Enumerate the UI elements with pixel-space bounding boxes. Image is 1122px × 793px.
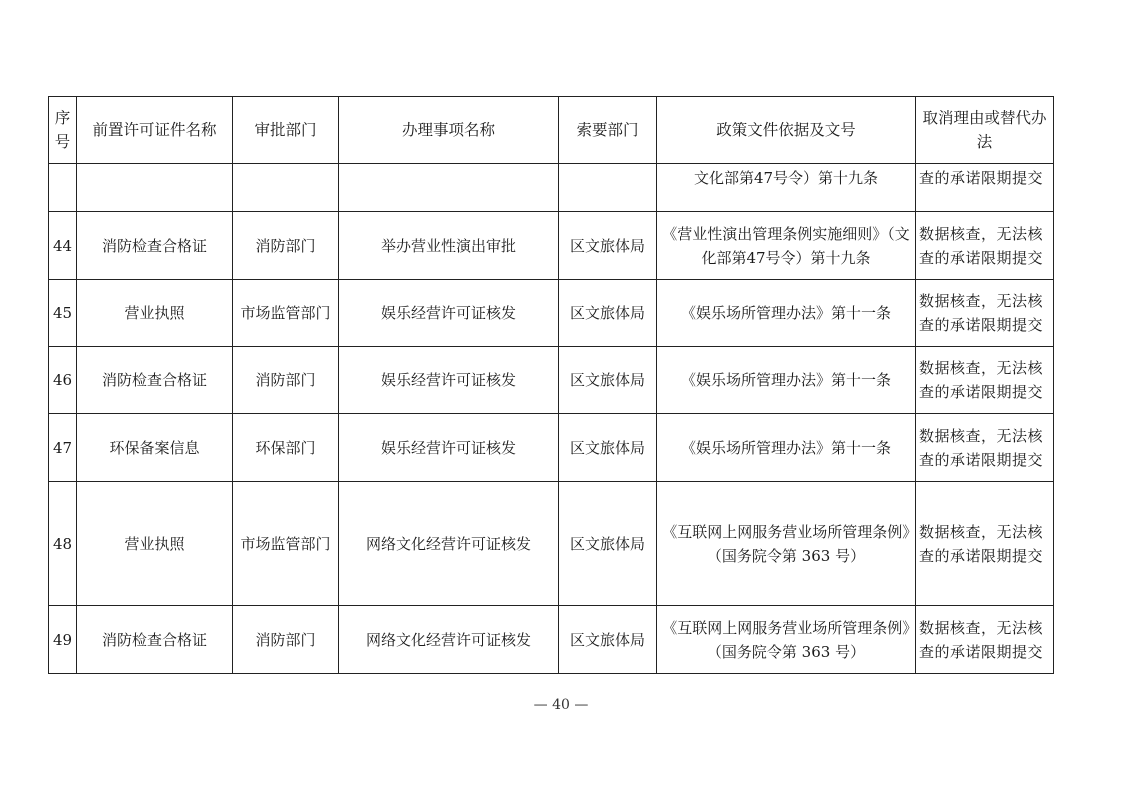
cell-item-name: 娱乐经营许可证核发 xyxy=(339,347,559,414)
cell-approval-dept: 市场监管部门 xyxy=(233,482,339,606)
cell-policy-basis: 文化部第47号令）第十九条 xyxy=(657,164,916,212)
cell-permit-name: 消防检查合格证 xyxy=(77,212,233,280)
header-seq: 序号 xyxy=(49,97,77,164)
page-number: — 40 — xyxy=(533,697,589,713)
cell-seq: 44 xyxy=(49,212,77,280)
cell-approval-dept xyxy=(233,164,339,212)
cell-cancel-reason: 数据核查，无法核查的承诺限期提交 xyxy=(916,212,1054,280)
cell-request-dept: 区文旅体局 xyxy=(559,280,657,347)
cell-policy-basis: 《互联网上网服务营业场所管理条例》（国务院令第 363 号） xyxy=(657,482,916,606)
cell-seq: 46 xyxy=(49,347,77,414)
cell-cancel-reason: 数据核查，无法核查的承诺限期提交 xyxy=(916,280,1054,347)
header-approval-dept: 审批部门 xyxy=(233,97,339,164)
cell-item-name xyxy=(339,164,559,212)
cell-permit-name: 消防检查合格证 xyxy=(77,606,233,674)
cell-request-dept: 区文旅体局 xyxy=(559,414,657,482)
permit-table xyxy=(48,96,1054,674)
table-row xyxy=(49,280,1054,347)
cell-permit-name: 消防检查合格证 xyxy=(77,347,233,414)
cell-seq: 49 xyxy=(49,606,77,674)
table-row xyxy=(49,606,1054,674)
header-request-dept: 索要部门 xyxy=(559,97,657,164)
table-header-row xyxy=(49,97,1054,164)
cell-request-dept: 区文旅体局 xyxy=(559,212,657,280)
cell-request-dept: 区文旅体局 xyxy=(559,606,657,674)
cell-request-dept: 区文旅体局 xyxy=(559,482,657,606)
header-policy-basis: 政策文件依据及文号 xyxy=(657,97,916,164)
table-row xyxy=(49,414,1054,482)
header-item-name: 办理事项名称 xyxy=(339,97,559,164)
cell-item-name: 网络文化经营许可证核发 xyxy=(339,606,559,674)
cell-item-name: 娱乐经营许可证核发 xyxy=(339,280,559,347)
cell-permit-name xyxy=(77,164,233,212)
header-permit-name: 前置许可证件名称 xyxy=(77,97,233,164)
cell-permit-name: 环保备案信息 xyxy=(77,414,233,482)
header-cancel-reason: 取消理由或替代办法 xyxy=(916,97,1054,164)
table-row xyxy=(49,164,1054,212)
cell-approval-dept: 市场监管部门 xyxy=(233,280,339,347)
cell-permit-name: 营业执照 xyxy=(77,280,233,347)
cell-seq xyxy=(49,164,77,212)
table-row xyxy=(49,347,1054,414)
cell-item-name: 网络文化经营许可证核发 xyxy=(339,482,559,606)
cell-seq: 47 xyxy=(49,414,77,482)
cell-approval-dept: 消防部门 xyxy=(233,212,339,280)
cell-approval-dept: 消防部门 xyxy=(233,606,339,674)
cell-request-dept: 区文旅体局 xyxy=(559,347,657,414)
cell-cancel-reason: 数据核查，无法核查的承诺限期提交 xyxy=(916,482,1054,606)
cell-seq: 45 xyxy=(49,280,77,347)
cell-policy-basis: 《娱乐场所管理办法》第十一条 xyxy=(657,414,916,482)
cell-permit-name: 营业执照 xyxy=(77,482,233,606)
table-row xyxy=(49,482,1054,606)
cell-approval-dept: 消防部门 xyxy=(233,347,339,414)
cell-seq: 48 xyxy=(49,482,77,606)
cell-approval-dept: 环保部门 xyxy=(233,414,339,482)
cell-request-dept xyxy=(559,164,657,212)
cell-item-name: 娱乐经营许可证核发 xyxy=(339,414,559,482)
cell-policy-basis: 《娱乐场所管理办法》第十一条 xyxy=(657,280,916,347)
cell-item-name: 举办营业性演出审批 xyxy=(339,212,559,280)
cell-cancel-reason: 数据核查，无法核查的承诺限期提交 xyxy=(916,414,1054,482)
cell-policy-basis: 《互联网上网服务营业场所管理条例》（国务院令第 363 号） xyxy=(657,606,916,674)
cell-cancel-reason: 数据核查，无法核查的承诺限期提交 xyxy=(916,347,1054,414)
cell-policy-basis: 《营业性演出管理条例实施细则》（文化部第47号令）第十九条 xyxy=(657,212,916,280)
cell-policy-basis: 《娱乐场所管理办法》第十一条 xyxy=(657,347,916,414)
cell-cancel-reason: 查的承诺限期提交 xyxy=(916,164,1054,212)
table-row xyxy=(49,212,1054,280)
cell-cancel-reason: 数据核查，无法核查的承诺限期提交 xyxy=(916,606,1054,674)
